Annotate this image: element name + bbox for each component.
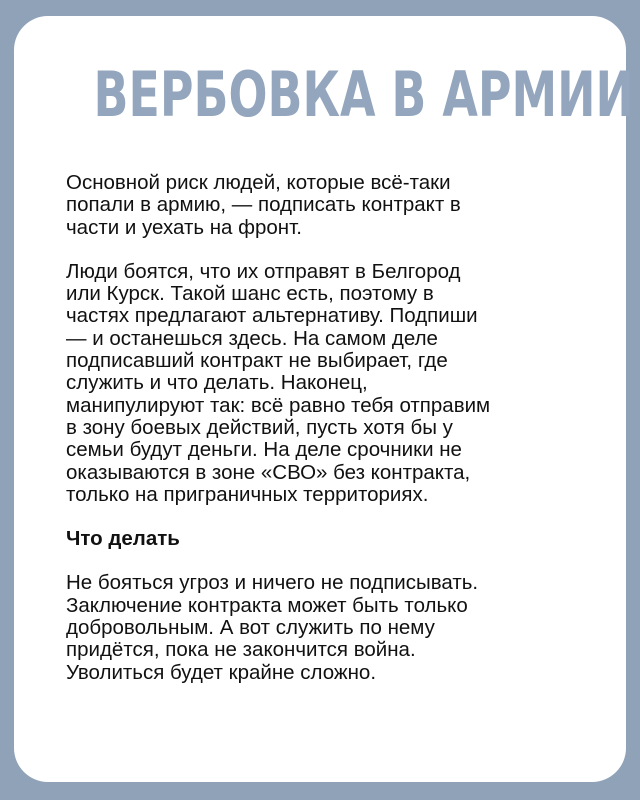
text-line: частях предлагают альтернативу. Подпиши <box>66 304 478 328</box>
text-line: — и останешься здесь. На самом деле <box>66 326 438 350</box>
text-line: или Курск. Такой шанс есть, поэтому в <box>66 282 434 306</box>
text-line: Заключение контракта может быть только <box>66 593 468 617</box>
article-body <box>66 172 586 684</box>
paragraph-intro <box>66 172 586 239</box>
text-line: только на приграничных территориях. <box>66 482 429 506</box>
text-line: Уволиться будет крайне сложно. <box>66 660 377 684</box>
text-line: Не бояться угроз и ничего не подписывать. <box>66 571 479 595</box>
page-title: ВЕРБОВКА В АРМИИ <box>93 58 634 131</box>
text-line: служить и что делать. Наконец, <box>66 371 368 395</box>
text-line: оказываются в зоне «СВО» без контракта, <box>66 460 471 484</box>
paragraph-details <box>66 261 586 506</box>
text-line: Люди боятся, что их отправят в Белгород <box>66 259 461 283</box>
text-line: подписавший контракт не выбирает, где <box>66 349 448 373</box>
content-card <box>14 16 634 782</box>
text-line: добровольным. А вот служить по нему <box>66 616 435 640</box>
text-line: манипулируют так: всё равно тебя отправим <box>66 393 491 417</box>
text-line: Основной риск людей, которые всё-таки <box>66 171 451 194</box>
section-heading: Что делать <box>66 527 180 551</box>
text-line: в зону боевых действий, пусть хотя бы у <box>66 415 453 439</box>
text-line: семьи будут деньги. На деле срочники не <box>66 438 462 462</box>
text-line: попали в армию, — подписать контракт в <box>66 193 461 217</box>
text-line: придётся, пока не закончится война. <box>66 638 416 662</box>
paragraph-advice <box>66 572 586 683</box>
text-line: части и уехать на фронт. <box>66 215 302 239</box>
